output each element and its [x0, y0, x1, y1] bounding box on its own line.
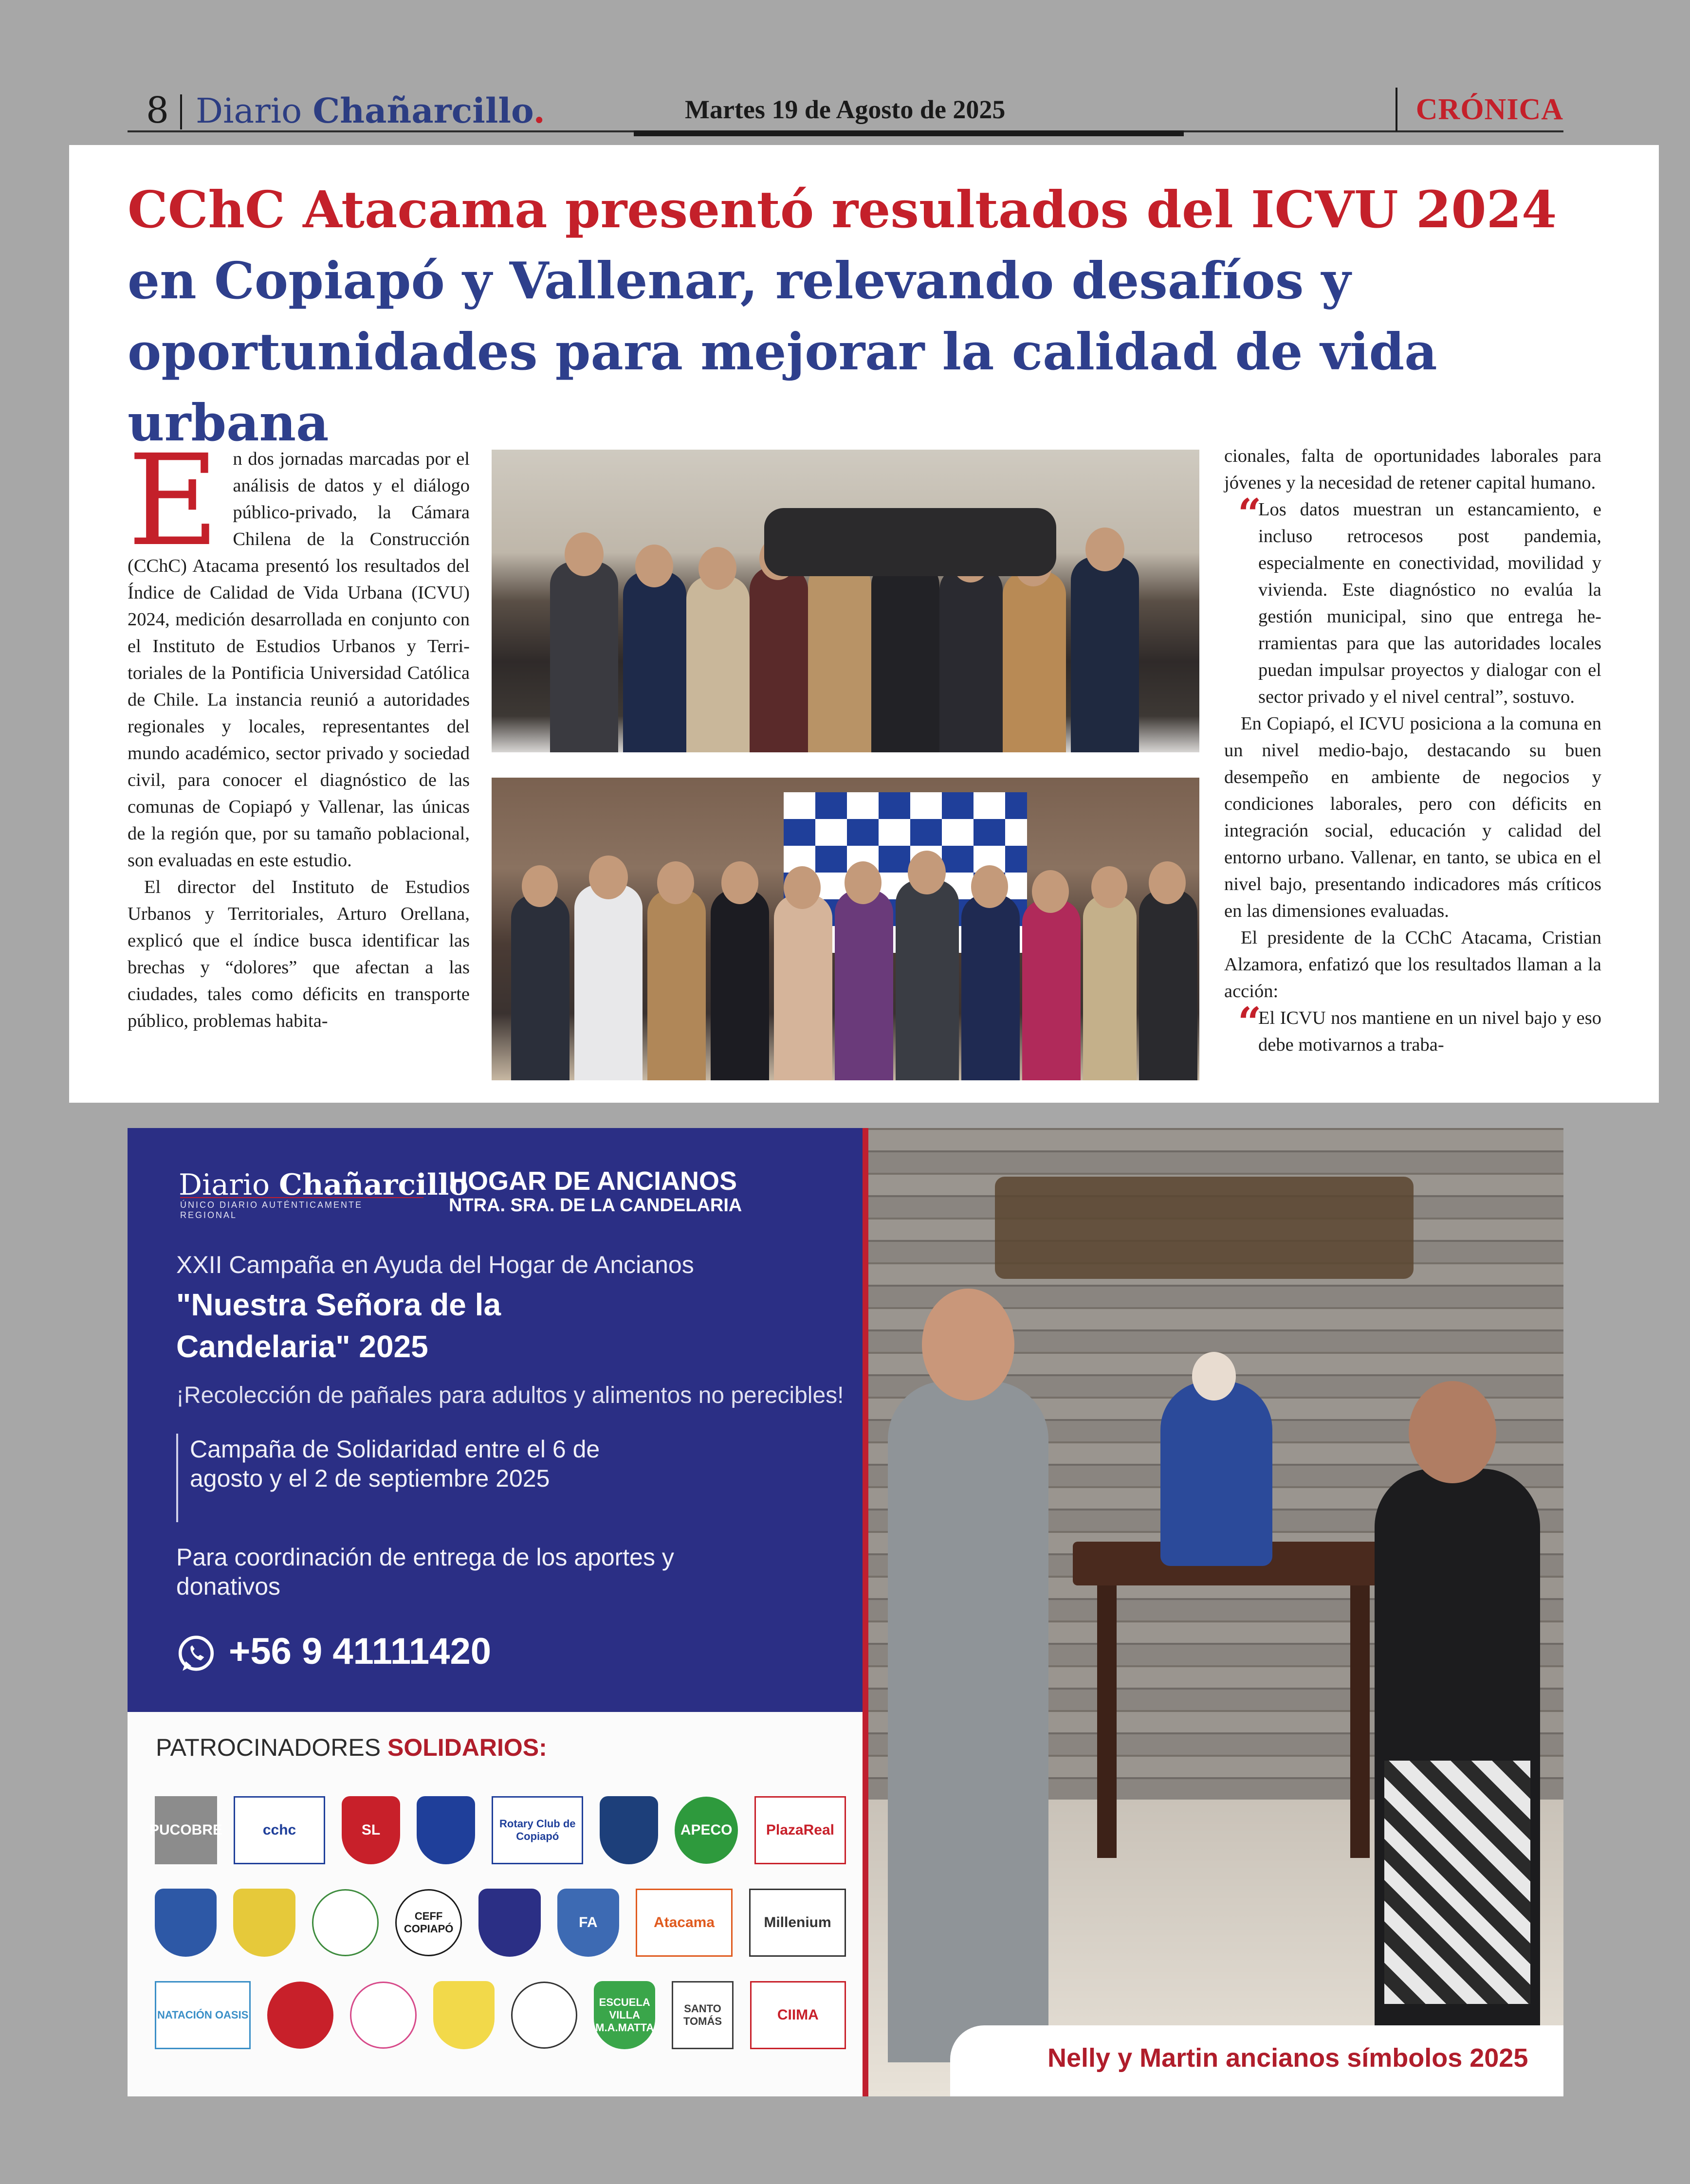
page-number: 8	[146, 90, 169, 131]
photo-caption: Nelly y Martin ancianos símbolos 2025	[1047, 2043, 1528, 2073]
article-headline	[128, 174, 1617, 458]
quote-mark-icon: “	[1238, 998, 1262, 1046]
pull-quote	[1224, 490, 1601, 710]
page-header	[128, 88, 1563, 136]
sponsor-logo: APECO	[675, 1797, 738, 1864]
sponsor-logo	[233, 1889, 295, 1957]
ad-campaign-period: Campaña de Solidaridad entre el 6 de agosto y el 2 de septiembre 2025	[190, 1436, 600, 1492]
elderly-couple-photo	[868, 1128, 1563, 2096]
sponsor-logo: Rotary Club de Copiapó	[492, 1796, 583, 1864]
quote-mark-icon: “	[1238, 490, 1262, 538]
ad-period-bar	[176, 1434, 178, 1522]
sponsor-logos	[149, 1784, 846, 2061]
sponsor-logo	[155, 1889, 217, 1957]
event-banner-photo	[492, 778, 1199, 1080]
header-date-rule	[634, 130, 1184, 136]
sponsor-logo: CEFF COPIAPÓ	[395, 1889, 462, 1956]
event-group-photo	[492, 450, 1199, 752]
sponsor-logo: CIIMA	[750, 1981, 846, 2049]
sponsor-logo-row	[155, 1969, 846, 2061]
article-paragraph: En Copiapó, el ICVU posiciona a la comuna en un nivel medio-bajo, destacando su buen desempeño en ambiente de negocios y condiciones laborales, pero con déficits en integración social, educación y calidad del entorno urbano. Vallenar, en tanto, se ubica en el nivel bajo, presentando indicadores más críticos en las dimensiones evaluadas.	[1224, 713, 1601, 921]
ad-collection-text: ¡Recolección de pañales para adultos y alimentos no perecibles!	[176, 1383, 844, 1408]
sponsor-logo: SL	[342, 1796, 400, 1864]
ad-organization-name: HOGAR DE ANCIANOS	[449, 1166, 737, 1196]
sponsor-logo	[312, 1889, 379, 1956]
drop-cap: E	[128, 428, 220, 574]
article-paragraph: El director del Instituto de Estudios Urbanos y Territoriales, Arturo Orellana, explicó que el índice busca identificar las brechas y “dolores” que afectan a las ciudades, tales como déficits en transporte público, problemas habita-	[128, 877, 470, 1031]
sponsor-logo: SANTO TOMÁS	[672, 1981, 733, 2049]
newspaper-name: Diario Chañarcillo.	[196, 91, 545, 131]
sponsor-logo	[511, 1982, 577, 2049]
page-number-separator	[180, 94, 182, 129]
quote-text: El ICVU nos mantiene en un nivel bajo y eso debe motivarnos a traba-	[1258, 1008, 1601, 1055]
ad-phone-number: +56 9 41111420	[229, 1631, 491, 1672]
article-column-3	[1224, 443, 1601, 1058]
ad-newspaper-logo: Diario Chañarcillo	[179, 1168, 469, 1202]
sponsor-logo: ESCUELA VILLA M.A.MATTA	[594, 1981, 655, 2049]
article-paragraph: cionales, falta de oportunidades laborales para jóvenes y la necesidad de retener capital humano.	[1224, 446, 1601, 493]
sponsor-logo	[267, 1982, 333, 2049]
sponsor-logo-row	[149, 1784, 846, 1876]
sponsor-logo: Atacama	[636, 1889, 733, 1957]
article-column-1	[128, 428, 470, 1035]
sponsor-logo	[478, 1889, 540, 1957]
sponsor-logo	[600, 1796, 658, 1864]
ad-campaign-name: XXII Campaña en Ayuda del Hogar de Ancianos	[176, 1251, 694, 1278]
sponsor-logo: Millenium	[749, 1889, 846, 1957]
publication-date: Martes 19 de Agosto de 2025	[685, 95, 1006, 124]
ad-divider	[863, 1128, 868, 2096]
sponsor-logo: cchc	[234, 1796, 325, 1864]
headline-main: CChC Atacama presentó resultados del ICVU 2024	[128, 180, 1557, 239]
sponsor-logo	[433, 1981, 495, 2049]
sponsor-logo: FA	[557, 1889, 619, 1957]
sponsor-logo: NATACIÓN OASIS	[155, 1981, 251, 2049]
sponsor-logo-row	[155, 1876, 846, 1969]
ad-organization-subname: NTRA. SRA. DE LA CANDELARIA	[449, 1195, 742, 1216]
sponsor-logo	[350, 1982, 416, 2049]
ad-title: "Nuestra Señora de la Candelaria" 2025	[176, 1287, 501, 1364]
headline-sub: en Copiapó y Vallenar, relevando desafíos y oportunidades para mejorar la calidad de vida urbana	[128, 251, 1437, 453]
ad-logo-tagline: ÚNICO DIARIO AUTÉNTICAMENTE REGIONAL	[180, 1197, 423, 1220]
section-separator	[1396, 88, 1397, 131]
sponsor-logo: PlazaReal	[754, 1796, 846, 1864]
ad-coordination-text: Para coordinación de entrega de los aportes y donativos	[176, 1544, 674, 1600]
whatsapp-icon	[176, 1634, 216, 1674]
campaign-advertisement	[128, 1128, 1563, 2096]
section-label: CRÓNICA	[1415, 93, 1563, 126]
sponsors-heading: PATROCINADORES SOLIDARIOS:	[156, 1734, 547, 1761]
ad-info-panel	[128, 1128, 863, 1712]
article-paragraph: El presidente de la CChC Atacama, Cristian Alzamora, enfatizó que los resultados llaman a la acción:	[1224, 928, 1601, 1001]
article-panel	[69, 145, 1659, 1103]
pull-quote	[1224, 998, 1601, 1058]
sponsor-logo: PUCOBRE	[155, 1796, 217, 1864]
article-paragraph: n dos jornadas marcadas por el análisis de datos y el diálogo público-privado, la Cámara Chilena de la Construcción (CChC) Atacama presentó los resultados del Índice de Calidad de Vida Urbana (ICVU) 2024, medición desarrollada en conjunto con el Instituto de Estudios Urbanos y Territoriales de la Pontificia Universidad Católica de Chile. La instancia reunió a autoridades regionales y locales, representantes del mundo académico, sector privado y sociedad civil, para conocer el diagnóstico de las comunas de Copiapó y Vallenar, las únicas de la región que, por su tamaño poblacional, son evaluadas en este estudio.	[128, 449, 470, 871]
sponsor-logo	[417, 1796, 475, 1864]
quote-text: Los datos muestran un estancamiento, e incluso retrocesos post pandemia, especialmente en conectividad, movilidad y vivienda. Este diagnóstico no evalúa la gestión municipal, sino que entrega herramientas para que las autoridades locales puedan impulsar proyectos y dialogar con el sector privado y el nivel central”, sostuvo.	[1258, 499, 1601, 707]
